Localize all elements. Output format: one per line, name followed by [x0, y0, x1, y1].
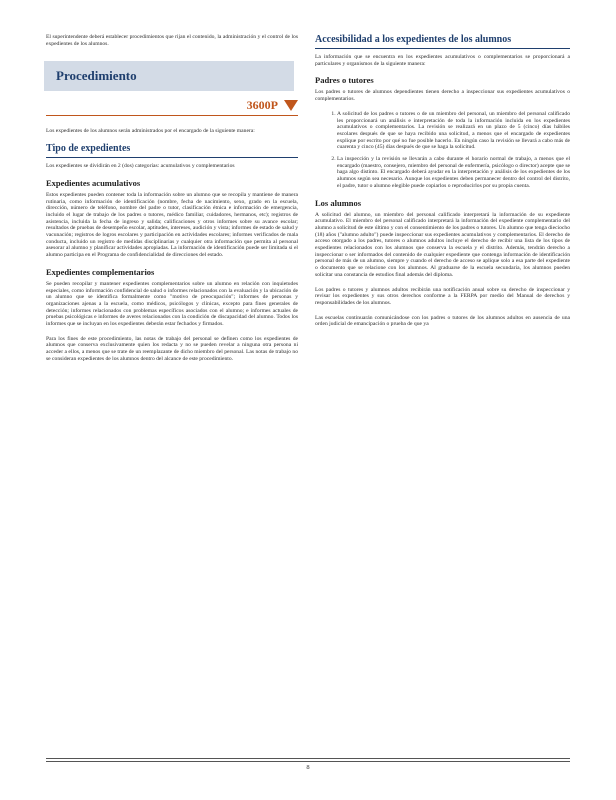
heading-padres-tutores: Padres o tutores [315, 75, 374, 86]
code-divider [46, 115, 298, 116]
footer-rule [46, 761, 570, 762]
emancipacion-paragraph: Las escuelas continuarán comunicándose con los padres o tutores de los alumnos adultos en ausencia de una orden judicial de emancipación o prueba de que ya [315, 314, 570, 328]
intro-paragraph: El superintendente deberá establecer procedimientos que rijan el contenido, la administración y el control de los expedientes de los alumnos. [46, 34, 298, 47]
notas-trabajo-paragraph: Para los fines de este procedimiento, las notas de trabajo del personal se definen como los expedientes de alumnos que conserva exclusivamente quien los redacta y no se pueden revelar a ninguna otra persona ni acceder a ellos, a menos que se trate de un reemplazante de dicho miembro del personal. Las notas de trabajo no se consideran expedientes de los alumnos dentro del alcance de este procedimiento. [46, 335, 298, 362]
tipo-paragraph: Los expedientes se dividirán en 2 (dos) categorías: acumulativos y complementarios [46, 163, 235, 170]
policy-code-row [46, 97, 298, 113]
policy-code: 3600P [246, 97, 278, 112]
section-title: Procedimiento [56, 68, 137, 84]
heading-accesibilidad: Accesibilidad a los expedientes de los alumnos [315, 34, 512, 45]
complementarios-paragraph: Se pueden recopilar y mantener expedientes complementarios sobre un alumno en relación con inquietudes especiales, como información confidencial de salud o informes relacionados con la evaluación y la ubicación de un alumno que se identifica formalmente como "motivo de preocupación"; informes de personas y organizaciones ajenas a la escuela, como médicos, psicólogos y clínicas, excepto para fines generales de detección; informes relacionados con problemas específicos asociados con el alumno; e informes actuales de pruebas psicológicas e informes de averes relacionados con la condición de discapacidad del alumno. Todos los informes que se incluyan en los expedientes deberán estar fechados y firmados. [46, 280, 298, 328]
list-item: 2. La inspección y la revisión se llevarán a cabo durante el horario normal de trabajo, a menos que el encargado (maestro, consejero, miembro del personal de enfermería, psicólogo o director) acepte que se haga algo distinto. El encargado deberá ayudar en la interpretación y análisis de los expedientes de los alumnos según sea necesario. Aunque los expedientes deben permanecer dentro del control del distrito, el padre, tutor o alumno elegible puede copiarlos o reproducirlos por su propia cuenta. [337, 156, 570, 190]
heading-tipo-expedientes: Tipo de expedientes [46, 143, 131, 155]
alumnos-paragraph: A solicitud del alumno, un miembro del personal calificado interpretará la información de su expediente acumulativo. El miembro del personal calificado interpretará la información del expediente complementario del alumno a solicitud de este último y con el consentimiento de los padres o tutores. Un alumno que tenga dieciocho (18) años ("alumno adulto") puede inspeccionar sus expedientes acumulativos y complementarios. El derecho de acceso otorgado a los padres, tutores o alumnos adultos incluye el derecho de recibir una lista de los tipos de expedientes relacionados con los alumnos que conserva la escuela y el distrito. Además, tendrán derecho a inspeccionar o ser informados del contenido de cualquier expediente que contenga información de identificación personal de más de un alumno, siempre y cuando el derecho de acceso se aplique solo a esa parte del expediente o documento que se relacione con los alumnos. Al graduarse de la escuela secundaria, los alumnos pueden solicitar una constancia de estudios final además del diploma. [315, 211, 570, 278]
page-number: 8 [306, 764, 310, 771]
acumulativos-paragraph: Estos expedientes pueden contener toda la información sobre un alumno que se recopila y mantiene de manera rutinaria, como información de identificación (nombre, fecha de nacimiento, sexo, grado en la escuela, dirección, número de teléfono, nombre del padre o tutor, clasificación étnica e información de emergencia, incluido el lugar de trabajo de los padres o tutores, médico familiar, cuidadores, hermanos, etc); registros de asistencia, incluida la fecha de ingreso y salida; calificaciones y otros informes sobre su avance escolar; resultados de pruebas de desempeño escolar, aptitudes, intereses, audición y vista; informes de estado de salud y vacunación; registros de logros escolares y participación en actividades escolares; informes verificados de mala conducta, incluido un registro de medidas disciplinarias y cualquier otra información que permita al personal asesorar al alumno y planificar actividades apropiadas. La información de identificación puede ser limitada si el alumno participa en el Programa de confidencialidad de direcciones del estado. [46, 191, 298, 259]
heading-divider [46, 157, 298, 158]
heading-complementarios: Expedientes complementarios [46, 266, 155, 277]
footer-rule [46, 758, 570, 759]
heading-los-alumnos: Los alumnos [315, 197, 362, 208]
padres-list [315, 111, 570, 190]
heading-divider [315, 48, 570, 49]
down-triangle-icon [284, 100, 298, 111]
padres-paragraph: Los padres o tutores de alumnos dependientes tienen derecho a inspeccionar sus expedientes acumulativos o complementarios. [315, 89, 570, 103]
list-item: 1. A solicitud de los padres o tutores o de un miembro del personal, un miembro del personal calificado les proporcionará un análisis e interpretación de toda la información incluida en los expedientes acumulativos o complementarios. La revisión se realizará en un plazo de 5 (cinco) días hábiles escolares después de que se haya recibido una solicitud, a menos que el encargado de expedientes explique por escrito por qué no fue posible hacerlo. En ningún caso la revisión se llevará a cabo más de cuarenta y cinco (45) días después de que se haga la solicitud. [337, 111, 570, 151]
ferpa-paragraph: Los padres o tutores y alumnos adultos recibirán una notificación anual sobre su derecho de inspeccionar y revisar los expedientes y sus otros derechos conforme a la FERPA por medio del Manual de derechos y responsabilidades de los alumnos. [315, 286, 570, 306]
heading-acumulativos: Expedientes acumulativos [46, 177, 141, 188]
procedure-title-box [44, 61, 294, 91]
procedure-intro: Los expedientes de los alumnos serán administrados por el encargado de la siguiente manera: [46, 128, 255, 135]
accesibilidad-paragraph: La información que se encuentra en los expedientes acumulativos o complementarios se proporcionará a particulares y organismos de la siguiente manera: [315, 54, 570, 67]
right-column [315, 34, 570, 336]
left-column [46, 34, 298, 371]
